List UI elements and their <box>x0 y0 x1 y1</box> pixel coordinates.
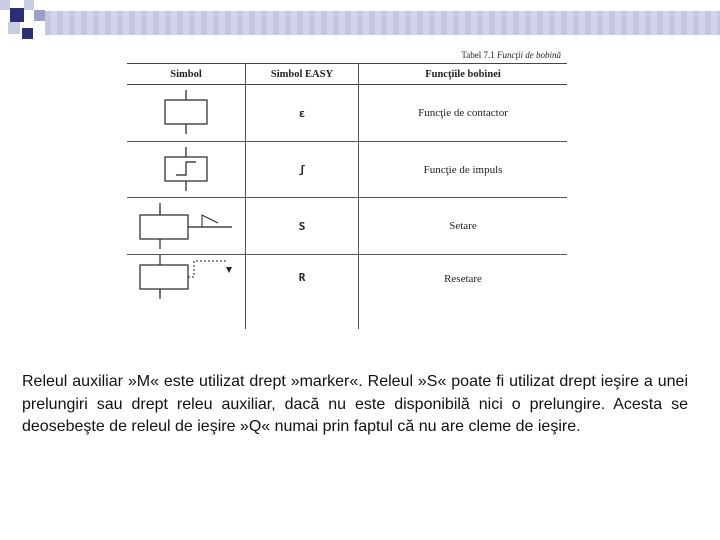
symbol-cell <box>127 142 246 198</box>
table-row <box>127 255 567 330</box>
function-cell: Funcţie de impuls <box>359 142 568 198</box>
easy-symbol-cell: ɛ <box>246 85 359 142</box>
table-caption-title: Funcţii de bobină <box>497 50 561 60</box>
header-symbol: Simbol <box>127 64 246 85</box>
header-coil-functions: Funcţiile bobinei <box>359 64 568 85</box>
table-caption <box>461 50 561 60</box>
symbol-cell <box>127 85 246 142</box>
header-easy-symbol: Simbol EASY <box>246 64 359 85</box>
function-cell: Setare <box>359 198 568 255</box>
easy-symbol-cell: S <box>246 198 359 255</box>
easy-symbol-cell: R <box>246 255 359 330</box>
table-caption-label: Tabel 7.1 <box>461 50 495 60</box>
table-row <box>127 198 567 255</box>
table-header-row <box>127 64 567 85</box>
function-cell: Resetare <box>444 273 482 285</box>
symbol-cell <box>127 255 246 330</box>
impulse-coil-icon <box>156 147 216 193</box>
table-row <box>127 142 567 198</box>
decorative-band <box>45 11 720 35</box>
coil-functions-table-figure <box>127 48 567 314</box>
contactor-coil-icon <box>156 90 216 136</box>
body-paragraph: Releul auxiliar »M« este utilizat drept »marker«. Releul »S« poate fi utilizat drept ieşire a unei prelungiri sau drept releu auxiliar, dacă nu este disponibilă nici o prelungire. Acesta se deosebeşte de releul de ieşire »Q« numai prin faptul că nu are cleme de ieşire. <box>22 373 688 435</box>
reset-coil-icon <box>136 255 236 301</box>
table-row <box>127 85 567 142</box>
set-coil-icon <box>136 203 236 249</box>
easy-symbol-cell: ʃ <box>246 142 359 198</box>
symbol-cell <box>127 198 246 255</box>
coil-functions-table <box>127 63 567 329</box>
function-cell: Funcţie de contactor <box>359 85 568 142</box>
